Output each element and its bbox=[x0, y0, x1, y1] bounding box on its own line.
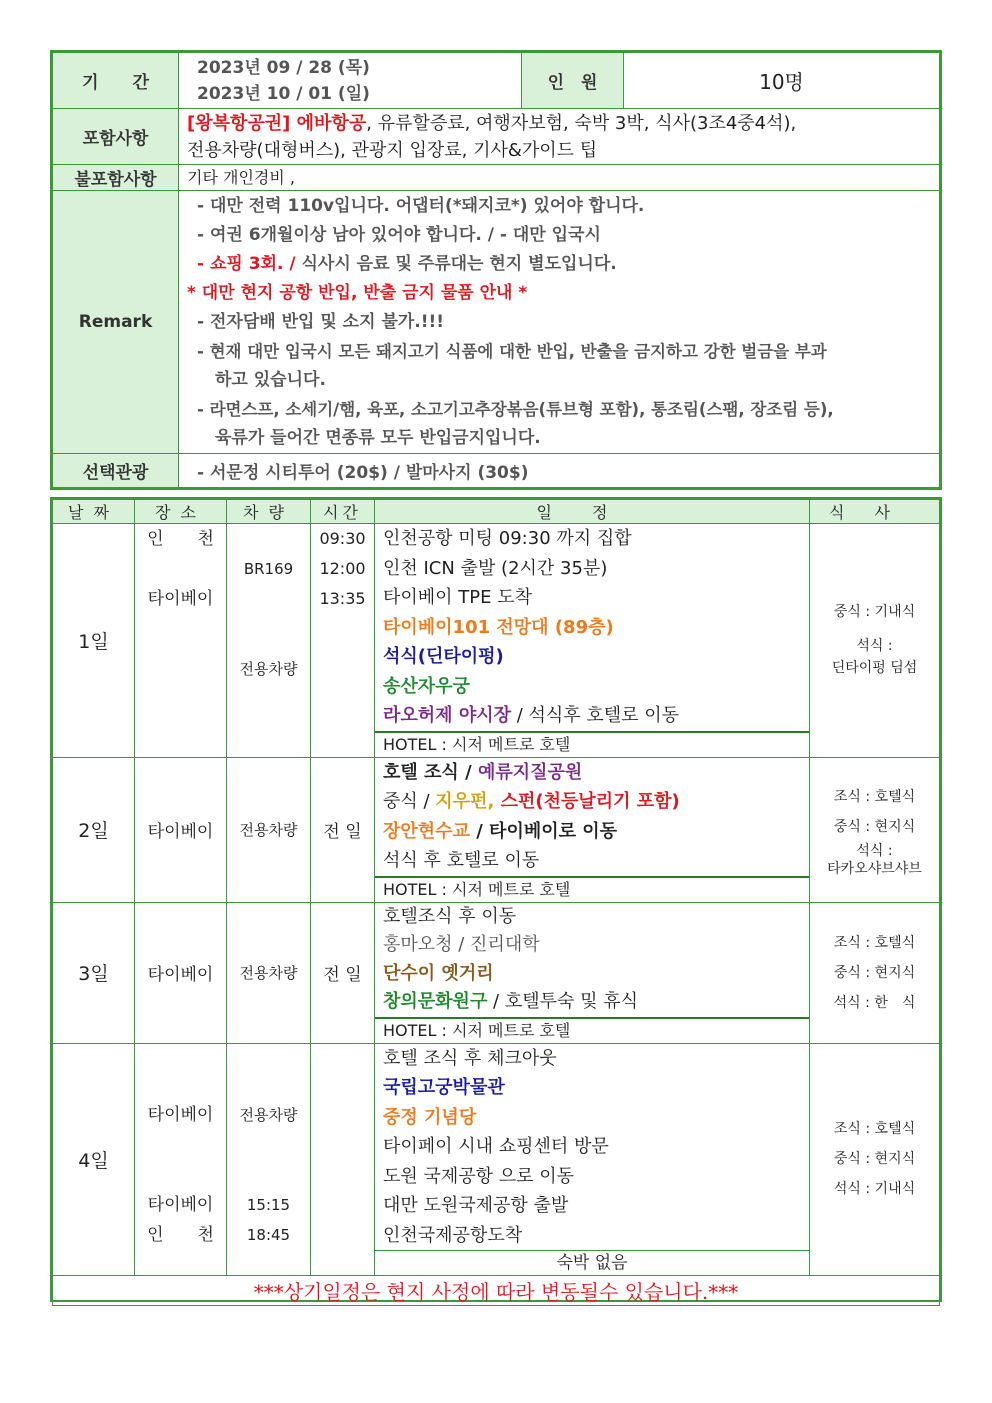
day1-time1: 09:30 bbox=[319, 529, 366, 548]
day2-item2a: 중식 / bbox=[383, 791, 436, 812]
day3-meal2: 중식 : 현지식 bbox=[833, 964, 916, 981]
day4-itinerary bbox=[375, 1043, 810, 1276]
schedule-footer-notice: ***상기일정은 현지 사정에 따라 변동될수 있습니다.*** bbox=[53, 1276, 940, 1306]
people-value: 10명 bbox=[624, 53, 940, 109]
day4-meal3: 석식 : 기내식 bbox=[833, 1181, 916, 1198]
day2-row bbox=[53, 757, 940, 902]
day1-label: 1일 bbox=[53, 524, 135, 758]
day4-item1: 호텔 조식 후 체크아웃 bbox=[383, 1047, 557, 1069]
included-line1: , 유류할증료, 여행자보험, 숙박 3박, 식사(3조4중4석), bbox=[366, 112, 797, 134]
excluded-value: 기타 개인경비 , bbox=[179, 165, 940, 191]
remark-content bbox=[179, 191, 940, 454]
day2-meal2: 중식 : 현지식 bbox=[833, 818, 916, 835]
day1-flight: BR169 bbox=[243, 560, 294, 578]
day2-item1a: 호텔 조식 / bbox=[383, 761, 478, 783]
day2-item1b: 예류지질공원 bbox=[477, 761, 583, 783]
day1-row bbox=[53, 524, 940, 758]
day1-meal2: 석식 : bbox=[856, 638, 893, 655]
header-time: 시간 bbox=[311, 500, 375, 524]
day2-meal4: 타카오샤브샤브 bbox=[827, 860, 922, 877]
day4-row bbox=[53, 1043, 940, 1276]
people-label: 인 원 bbox=[522, 53, 624, 109]
day3-item3: 단수이 옛거리 bbox=[383, 962, 494, 984]
remark-ecig: - 전자담배 반입 및 소지 불가.!!! bbox=[197, 311, 445, 332]
remark-power: - 대만 전력 110v입니다. 어댑터(*돼지코*) 있어야 합니다. bbox=[197, 195, 645, 216]
day1-places bbox=[135, 524, 227, 758]
summary-table bbox=[50, 50, 942, 490]
header-vehicle: 차량 bbox=[227, 500, 311, 524]
day2-meals bbox=[810, 757, 940, 902]
day3-meals bbox=[810, 902, 940, 1043]
schedule-table bbox=[50, 497, 942, 1302]
header-place: 장소 bbox=[135, 500, 227, 524]
day1-vehicles bbox=[227, 524, 311, 758]
day4-vehicle2: 15:15 bbox=[246, 1195, 291, 1214]
day4-item4: 타이페이 시내 쇼핑센터 방문 bbox=[383, 1136, 609, 1157]
day2-item2c: 스펀(천등날리기 포함) bbox=[500, 791, 680, 812]
day2-item3 bbox=[383, 817, 809, 847]
day4-item3: 중정 기념당 bbox=[383, 1106, 477, 1128]
day1-item6: 송산자우궁 bbox=[383, 675, 470, 697]
period-dates bbox=[179, 53, 522, 109]
day4-item2: 국립고궁박물관 bbox=[383, 1077, 505, 1098]
day2-meal3: 석식 : bbox=[856, 842, 893, 859]
day4-vehicle1: 전용차량 bbox=[239, 1105, 298, 1124]
date-end: 2023년 10 / 01 (일) bbox=[197, 83, 370, 104]
day1-meal1: 중식 : 기내식 bbox=[833, 604, 916, 621]
included-airline: [왕복항공권] 에바항공 bbox=[187, 112, 367, 134]
included-value bbox=[179, 109, 940, 165]
day1-item5: 석식(딘타이펑) bbox=[383, 646, 504, 667]
day2-itinerary bbox=[375, 757, 810, 902]
day4-meals bbox=[810, 1043, 940, 1276]
remark-pork: - 현재 대만 입국시 모든 돼지고기 식품에 대한 반입, 반출을 금지하고 강한 벌금을 부과 bbox=[197, 341, 827, 361]
day1-hotel: HOTEL : 시저 메트로 호텔 bbox=[375, 731, 809, 757]
included-label: 포함사항 bbox=[53, 109, 179, 165]
day2-place: 타이베이 bbox=[135, 757, 227, 902]
day1-meals bbox=[810, 524, 940, 758]
day3-meal1: 조식 : 호텔식 bbox=[833, 934, 916, 951]
day3-meal3: 석식 : 한 식 bbox=[833, 994, 916, 1011]
day2-label: 2일 bbox=[53, 757, 135, 902]
day4-place1: 타이베이 bbox=[147, 1104, 214, 1125]
excluded-label: 불포함사항 bbox=[53, 165, 179, 191]
day2-item2 bbox=[383, 787, 809, 817]
day1-place1: 인 천 bbox=[147, 529, 214, 549]
day2-item3b: / 타이베이로 이동 bbox=[469, 820, 618, 842]
day4-meal2: 중식 : 현지식 bbox=[833, 1151, 916, 1168]
day3-item4b: / 호텔투숙 및 휴식 bbox=[487, 991, 638, 1012]
day2-item4: 석식 후 호텔로 이동 bbox=[383, 850, 540, 871]
day3-row bbox=[53, 902, 940, 1043]
date-start: 2023년 09 / 28 (목) bbox=[197, 57, 370, 78]
remark-foods-cont: 육류가 들어간 면종류 모두 반입금지입니다. bbox=[215, 427, 541, 448]
day1-item3: 타이베이 TPE 도착 bbox=[383, 587, 532, 608]
day4-meal1: 조식 : 호텔식 bbox=[833, 1121, 916, 1138]
day2-meal1: 조식 : 호텔식 bbox=[833, 788, 916, 805]
day3-item1: 호텔조식 후 이동 bbox=[383, 905, 517, 927]
remark-pork-cont: 하고 있습니다. bbox=[215, 369, 326, 390]
day4-label: 4일 bbox=[53, 1043, 135, 1276]
period-label: 기 간 bbox=[53, 53, 179, 109]
day4-item6: 대만 도원국제공항 출발 bbox=[383, 1195, 569, 1216]
remark-foods: - 라면스프, 소세기/햄, 육포, 소고기고추장볶음(튜브형 포함), 통조림(스팸, 장조림 등), bbox=[197, 399, 834, 419]
day4-hotel: 숙박 없음 bbox=[375, 1250, 809, 1275]
day4-item7: 인천국제공항도착 bbox=[383, 1224, 523, 1246]
day4-place3: 인 천 bbox=[147, 1224, 214, 1245]
day1-times bbox=[311, 524, 375, 758]
day1-time3: 13:35 bbox=[319, 589, 366, 608]
day4-times bbox=[311, 1043, 375, 1276]
header-itinerary: 일정 bbox=[375, 500, 810, 524]
day1-place2: 타이베이 bbox=[147, 589, 214, 609]
day1-time2: 12:00 bbox=[319, 559, 366, 578]
day1-item1: 인천공항 미팅 09:30 까지 집합 bbox=[383, 528, 632, 549]
remark-shopping bbox=[187, 250, 939, 279]
optional-value: - 서문정 시티투어 (20$) / 발마사지 (30$) bbox=[179, 454, 940, 488]
day3-vehicle: 전용차량 bbox=[227, 902, 311, 1043]
day3-item2: 홍마오청 / 진리대학 bbox=[383, 934, 540, 955]
day1-itinerary bbox=[375, 524, 810, 758]
day1-item7-rest: / 석식후 호텔로 이동 bbox=[510, 705, 680, 726]
day4-vehicle3: 18:45 bbox=[246, 1225, 291, 1244]
day1-item4: 타이베이101 전망대 (89층) bbox=[383, 616, 614, 638]
day1-item7 bbox=[383, 701, 809, 731]
day1-item2: 인천 ICN 출발 (2시간 35분) bbox=[383, 557, 608, 579]
header-date: 날짜 bbox=[53, 500, 135, 524]
day4-item5: 도원 국제공항 으로 이동 bbox=[383, 1165, 575, 1187]
day2-item3a: 장안현수교 bbox=[383, 820, 470, 842]
remark-shopping-count: - 쇼핑 3회. / bbox=[197, 253, 296, 274]
day1-item7-place: 라오허제 야시장 bbox=[383, 705, 511, 726]
day4-places bbox=[135, 1043, 227, 1276]
day3-item4 bbox=[383, 988, 809, 1017]
day4-vehicles bbox=[227, 1043, 311, 1276]
day2-vehicle: 전용차량 bbox=[227, 757, 311, 902]
day3-place: 타이베이 bbox=[135, 902, 227, 1043]
remark-passport: - 여권 6개월이상 남아 있어야 합니다. / - 대만 입국시 bbox=[197, 224, 601, 245]
remark-prohibited-title: * 대만 현지 공항 반입, 반출 금지 물품 안내 * bbox=[187, 282, 528, 303]
day3-label: 3일 bbox=[53, 902, 135, 1043]
day1-bus: 전용차량 bbox=[239, 660, 298, 678]
day3-item4a: 창의문화원구 bbox=[383, 991, 488, 1012]
day2-item2b: 지우펀, bbox=[435, 791, 501, 812]
header-meal: 식사 bbox=[810, 500, 940, 524]
remark-drinks: 식사시 음료 및 주류대는 현지 별도입니다. bbox=[295, 253, 617, 274]
remark-label: Remark bbox=[53, 191, 179, 454]
day3-itinerary bbox=[375, 902, 810, 1043]
optional-label: 선택관광 bbox=[53, 454, 179, 488]
day4-place2: 타이베이 bbox=[147, 1194, 214, 1215]
day2-item1 bbox=[383, 758, 809, 788]
day2-hotel: HOTEL : 시저 메트로 호텔 bbox=[375, 876, 809, 902]
day3-time: 전 일 bbox=[311, 902, 375, 1043]
day1-meal3: 딘타이펑 딤섬 bbox=[831, 660, 918, 677]
included-line2: 전용차량(대형버스), 관광지 입장료, 기사&가이드 팁 bbox=[187, 139, 598, 161]
day2-time: 전 일 bbox=[311, 757, 375, 902]
day3-hotel: HOTEL : 시저 메트로 호텔 bbox=[375, 1017, 809, 1043]
